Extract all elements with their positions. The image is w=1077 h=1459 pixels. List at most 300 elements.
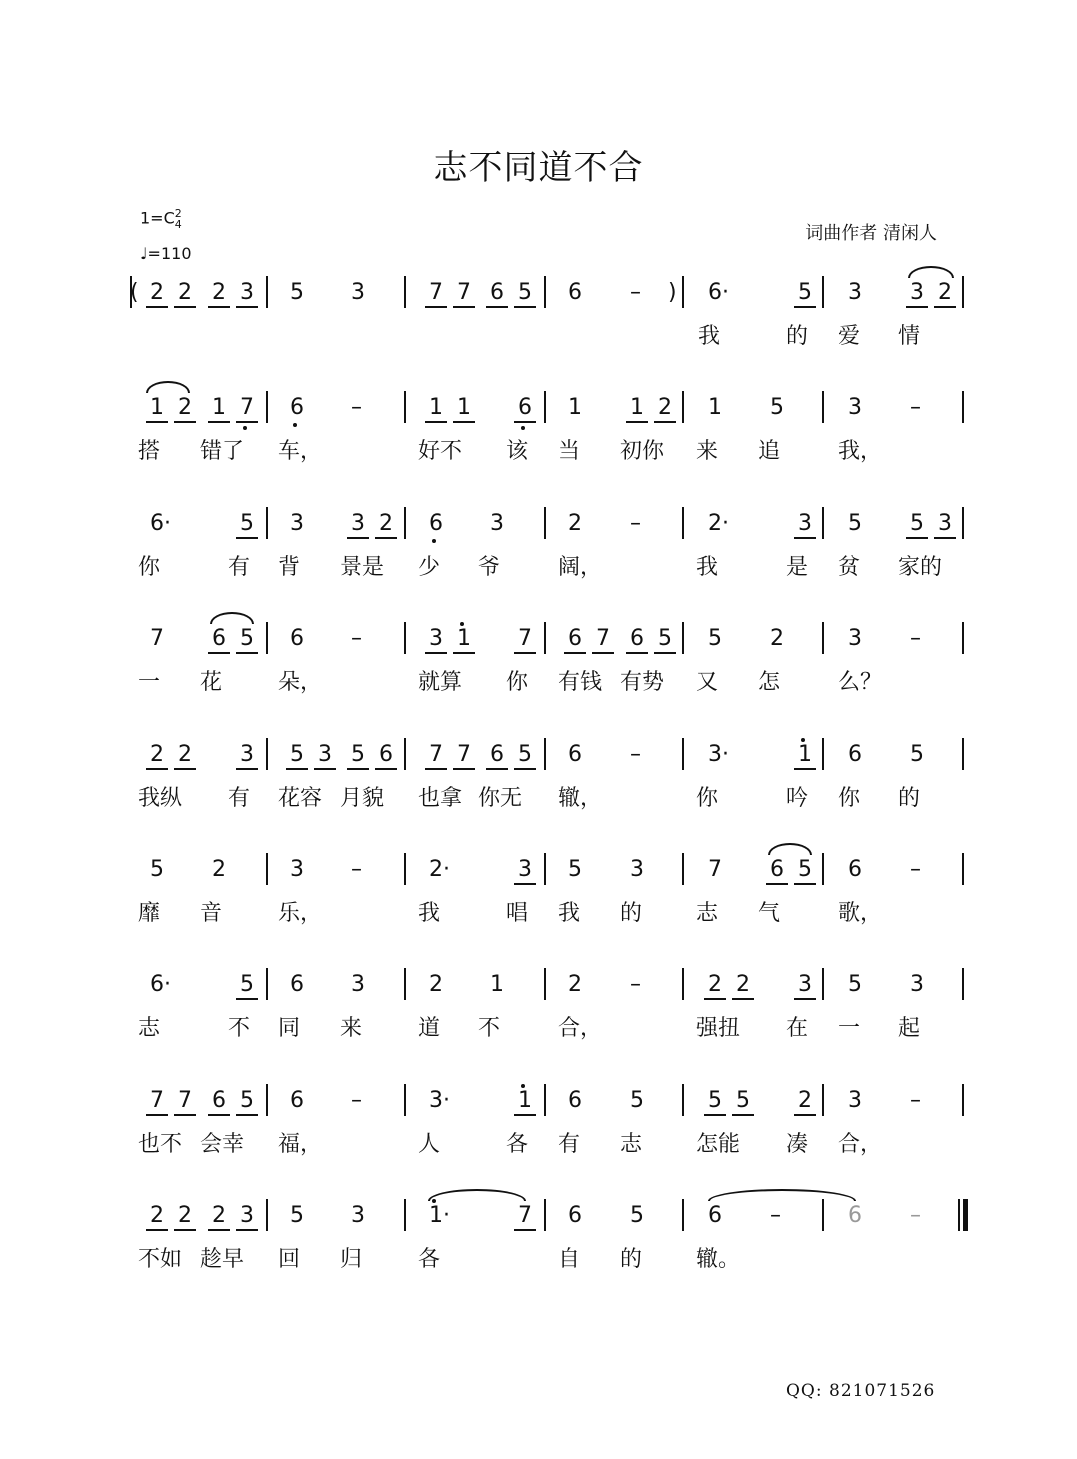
note: 6	[770, 857, 784, 882]
note: 3	[798, 972, 812, 998]
eighth-underline	[236, 652, 258, 654]
eighth-underline	[174, 768, 196, 770]
note: 5	[240, 510, 254, 536]
bar-line	[682, 1084, 684, 1116]
lyric: 各	[418, 1247, 441, 1273]
lyric: 一	[838, 1016, 861, 1042]
bar-line	[404, 1199, 406, 1231]
bar-line	[822, 1199, 824, 1231]
eighth-underline	[236, 421, 258, 423]
note: 2	[798, 1087, 812, 1113]
bar-line	[544, 507, 546, 539]
eighth-underline	[794, 306, 816, 308]
score-line	[0, 627, 1077, 743]
author-credit: 词曲作者 清闲人	[805, 223, 937, 244]
lyric: 合，	[838, 1131, 883, 1157]
bar-line	[962, 391, 964, 423]
song-title: 志不同道不合	[433, 148, 644, 188]
score-line	[0, 1204, 1077, 1320]
note: 2	[212, 1203, 226, 1229]
eighth-underline	[704, 1114, 726, 1116]
note: 6	[290, 626, 304, 652]
eighth-underline	[794, 883, 816, 885]
octave-down-dot	[432, 539, 436, 543]
eighth-underline	[794, 1114, 816, 1116]
note: 3·	[708, 741, 729, 767]
eighth-underline	[906, 537, 928, 539]
lyric: 我	[418, 901, 441, 926]
eighth-underline	[906, 306, 928, 308]
dash-extension: –	[910, 857, 921, 882]
eighth-underline	[146, 1229, 168, 1231]
eighth-underline	[453, 306, 475, 308]
note: 5	[630, 1087, 644, 1113]
lyric: 气	[758, 901, 781, 926]
note: 5	[910, 741, 924, 767]
lyric: 人	[418, 1131, 441, 1157]
note: 3	[290, 510, 304, 536]
eighth-underline	[425, 306, 447, 308]
note: 2	[212, 280, 226, 305]
lyric: 有势	[620, 670, 665, 696]
lyric: 起	[898, 1016, 921, 1042]
lyric: 来	[340, 1016, 363, 1042]
note: 6	[379, 741, 393, 767]
note: 1	[798, 741, 812, 767]
lyric: 阔，	[558, 554, 603, 580]
lyric: 志	[138, 1016, 161, 1042]
note: 2	[658, 395, 672, 421]
dash-extension: –	[351, 626, 362, 652]
note: 5	[290, 280, 304, 305]
note: 5	[351, 741, 365, 767]
bar-line	[266, 968, 268, 1000]
eighth-underline	[514, 652, 536, 654]
note: 1	[457, 626, 471, 652]
eighth-underline	[286, 768, 308, 770]
eighth-underline	[514, 421, 536, 423]
lyric: 也不	[138, 1131, 183, 1157]
eighth-underline	[146, 768, 168, 770]
lyric: 同	[278, 1016, 301, 1042]
eighth-underline	[208, 652, 230, 654]
bar-line	[266, 391, 268, 423]
lyric: 你	[506, 670, 529, 696]
eighth-underline	[794, 998, 816, 1000]
lyric: 是	[786, 554, 809, 580]
lyric: 你无	[478, 785, 523, 811]
eighth-underline	[486, 768, 508, 770]
octave-down-dot	[293, 423, 297, 427]
lyric: 歌，	[838, 901, 883, 926]
note: 2	[178, 280, 192, 305]
lyric: 来	[696, 439, 719, 465]
dash-extension: –	[630, 972, 641, 998]
lyric: 辙，	[558, 785, 603, 811]
bar-line	[266, 622, 268, 654]
lyric: 的	[620, 901, 643, 926]
note: 2	[379, 510, 393, 536]
note: 3	[630, 857, 644, 882]
note: 3	[351, 972, 365, 998]
note: 1	[518, 1087, 532, 1113]
lyric: 辙。	[696, 1247, 741, 1273]
lyric: 各	[506, 1131, 529, 1157]
key-signature	[140, 208, 182, 230]
note: 3	[848, 395, 862, 421]
eighth-underline	[174, 1114, 196, 1116]
dash-extension: –	[630, 280, 641, 305]
parenthesis: (	[130, 280, 139, 305]
note: 1	[568, 395, 582, 421]
lyric: 吟	[786, 785, 809, 811]
bar-line	[266, 1084, 268, 1116]
note: 6	[848, 741, 862, 767]
dash-extension: –	[351, 395, 362, 421]
eighth-underline	[704, 998, 726, 1000]
lyric: 朵，	[278, 670, 323, 696]
lyric: 爱	[838, 324, 861, 349]
lyric: 在	[786, 1016, 809, 1042]
note: 5	[150, 857, 164, 882]
lyric: 有	[228, 554, 251, 580]
note: 7	[457, 741, 471, 767]
bar-line	[962, 1084, 964, 1116]
note: 5	[848, 972, 862, 998]
note: 6	[568, 1087, 582, 1113]
bar-line	[682, 1199, 684, 1231]
eighth-underline	[626, 421, 648, 423]
note: 5	[848, 510, 862, 536]
eighth-underline	[236, 537, 258, 539]
note: 1	[457, 395, 471, 421]
eighth-underline	[654, 652, 676, 654]
eighth-underline	[453, 768, 475, 770]
time-denominator: 4	[174, 218, 182, 231]
bar-line	[266, 853, 268, 885]
eighth-underline	[514, 1114, 536, 1116]
lyric: 凑	[786, 1131, 809, 1157]
lyric: 你	[696, 785, 719, 811]
note: 5	[568, 857, 582, 882]
bar-line	[544, 391, 546, 423]
lyric: 我，	[838, 439, 883, 465]
eighth-underline	[794, 537, 816, 539]
eighth-underline	[794, 768, 816, 770]
lyric: 的	[786, 324, 809, 349]
note: 2	[938, 280, 952, 305]
note: 3	[518, 857, 532, 882]
note: 3	[240, 741, 254, 767]
note: 6	[212, 626, 226, 652]
eighth-underline	[236, 998, 258, 1000]
eighth-underline	[453, 652, 475, 654]
eighth-underline	[174, 421, 196, 423]
note: 7	[457, 280, 471, 305]
bar-line	[962, 622, 964, 654]
note: 7	[240, 395, 254, 421]
bar-line	[822, 391, 824, 423]
lyric: 有钱	[558, 670, 603, 696]
note: 7	[150, 626, 164, 652]
note: 3	[798, 510, 812, 536]
bar-line	[822, 622, 824, 654]
bar-line	[962, 276, 964, 308]
note: 7	[178, 1087, 192, 1113]
eighth-underline	[453, 421, 475, 423]
note: 5	[518, 280, 532, 305]
note: 1	[212, 395, 226, 421]
lyric: 初你	[620, 439, 665, 465]
note: 1	[490, 972, 504, 998]
note: 6	[290, 395, 304, 421]
eighth-underline	[375, 537, 397, 539]
note: 2	[770, 626, 784, 652]
octave-up-dot	[801, 738, 805, 742]
note: 5	[708, 626, 722, 652]
note: 1	[630, 395, 644, 421]
note: 3	[318, 741, 332, 767]
eighth-underline	[732, 998, 754, 1000]
bar-line	[544, 1199, 546, 1231]
note: 7	[150, 1087, 164, 1113]
note: 2	[736, 972, 750, 998]
lyric: 花	[200, 670, 223, 696]
eighth-underline	[375, 768, 397, 770]
bar-line	[266, 1199, 268, 1231]
note: 2	[568, 510, 582, 536]
note: 6	[518, 395, 532, 421]
bar-line	[544, 853, 546, 885]
note: 5	[290, 741, 304, 767]
dash-extension: –	[630, 741, 641, 767]
time-signature	[175, 208, 182, 230]
note: 6	[848, 857, 862, 882]
note: 5	[240, 972, 254, 998]
note: 5	[290, 1203, 304, 1229]
dash-extension: –	[910, 1203, 921, 1229]
dash-extension: –	[351, 857, 362, 882]
dash-extension: –	[910, 395, 921, 421]
bar-line	[822, 276, 824, 308]
note: 5	[736, 1087, 750, 1113]
lyric: 归	[340, 1247, 363, 1273]
bar-line	[404, 622, 406, 654]
note: 2	[429, 972, 443, 998]
note: 7	[518, 626, 532, 652]
eighth-underline	[347, 768, 369, 770]
bar-line	[544, 738, 546, 770]
note: 2	[150, 741, 164, 767]
lyric: 不	[228, 1016, 251, 1042]
eighth-underline	[208, 1114, 230, 1116]
eighth-underline	[208, 1229, 230, 1231]
lyric: 音	[200, 901, 223, 926]
note: 2	[178, 395, 192, 421]
bar-line	[266, 276, 268, 308]
lyric: 少	[418, 554, 441, 580]
note: 2	[150, 280, 164, 305]
eighth-underline	[236, 306, 258, 308]
bar-line	[682, 391, 684, 423]
bar-line	[266, 738, 268, 770]
note: 6	[490, 280, 504, 305]
note: 3	[848, 1087, 862, 1113]
dash-extension: –	[910, 626, 921, 652]
eighth-underline	[208, 306, 230, 308]
lyric: 月貌	[340, 785, 385, 811]
lyric: 背	[278, 554, 301, 580]
bar-line	[544, 968, 546, 1000]
bar-line	[962, 738, 964, 770]
bar-line	[404, 968, 406, 1000]
lyric: 志	[620, 1131, 643, 1157]
note: 7	[518, 1203, 532, 1229]
note: 6·	[150, 510, 171, 536]
note: 3	[490, 510, 504, 536]
lyric: 有	[558, 1131, 581, 1157]
eighth-underline	[514, 883, 536, 885]
note: 3	[240, 280, 254, 305]
bar-line	[682, 968, 684, 1000]
lyric: 靡	[138, 901, 161, 926]
bar-line	[404, 276, 406, 308]
score-line	[0, 973, 1077, 1089]
bar-line	[962, 968, 964, 1000]
score-line	[0, 743, 1077, 859]
lyric: 错了	[200, 439, 245, 465]
parenthesis: )	[668, 280, 677, 305]
note: 3	[351, 280, 365, 305]
score-line	[0, 281, 1077, 397]
note: 3·	[429, 1087, 450, 1113]
bar-line	[266, 507, 268, 539]
bar-line	[544, 622, 546, 654]
bar-line	[962, 507, 964, 539]
note: 3	[351, 510, 365, 536]
eighth-underline	[654, 421, 676, 423]
eighth-underline	[146, 421, 168, 423]
lyric: 我	[698, 324, 721, 349]
lyric: 强扭	[696, 1016, 741, 1042]
bar-line	[822, 507, 824, 539]
note: 6	[568, 741, 582, 767]
score-line	[0, 396, 1077, 512]
score-line	[0, 858, 1077, 974]
eighth-underline	[425, 652, 447, 654]
note: 6	[290, 972, 304, 998]
score-line	[0, 1089, 1077, 1205]
lyric: 该	[506, 439, 529, 465]
note: 3	[351, 1203, 365, 1229]
bar-line	[682, 853, 684, 885]
eighth-underline	[146, 306, 168, 308]
lyric: 有	[228, 785, 251, 811]
eighth-underline	[236, 768, 258, 770]
final-bar-thin	[958, 1199, 960, 1231]
dash-extension: –	[351, 1087, 362, 1113]
note: 2	[178, 1203, 192, 1229]
note: 6	[568, 626, 582, 652]
tempo-marking	[140, 244, 192, 263]
lyric: 怎	[758, 670, 781, 696]
eighth-underline	[425, 768, 447, 770]
qq-contact: QQ: 821071526	[786, 1381, 936, 1401]
note: 6	[568, 280, 582, 305]
note: 5	[240, 626, 254, 652]
note: 7	[429, 280, 443, 305]
eighth-underline	[514, 1229, 536, 1231]
note: 5	[798, 280, 812, 305]
lyric: 一	[138, 670, 161, 696]
eighth-underline	[314, 768, 336, 770]
bar-line	[404, 1084, 406, 1116]
eighth-underline	[425, 421, 447, 423]
bar-line	[682, 507, 684, 539]
lyric: 合，	[558, 1016, 603, 1042]
note: 6·	[708, 280, 729, 305]
eighth-underline	[514, 306, 536, 308]
lyric: 搭	[138, 439, 161, 465]
lyric: 自	[558, 1247, 581, 1273]
bar-line	[822, 968, 824, 1000]
note: 3	[938, 510, 952, 536]
eighth-underline	[236, 1114, 258, 1116]
note: 5	[708, 1087, 722, 1113]
lyric: 又	[696, 670, 719, 696]
note: 2	[212, 857, 226, 882]
eighth-underline	[934, 306, 956, 308]
eighth-underline	[174, 306, 196, 308]
note: 6	[212, 1087, 226, 1113]
eighth-underline	[626, 652, 648, 654]
eighth-underline	[564, 652, 586, 654]
note: 2	[178, 741, 192, 767]
lyric: 我	[696, 554, 719, 580]
note: 3	[240, 1203, 254, 1229]
bar-line	[822, 1084, 824, 1116]
note: 6	[490, 741, 504, 767]
bar-line	[544, 1084, 546, 1116]
note: 3	[848, 280, 862, 305]
bar-line	[682, 622, 684, 654]
eighth-underline	[486, 306, 508, 308]
lyric: 贫	[838, 554, 861, 580]
note: 2	[568, 972, 582, 998]
note: 6	[568, 1203, 582, 1229]
eighth-underline	[208, 421, 230, 423]
lyric: 你	[138, 554, 161, 580]
octave-down-dot	[521, 426, 525, 430]
note: 3	[848, 626, 862, 652]
note: 2	[150, 1203, 164, 1229]
lyric: 不	[478, 1016, 501, 1042]
lyric: 车，	[278, 439, 323, 465]
note: 6	[708, 1203, 722, 1229]
note: 5	[630, 1203, 644, 1229]
eighth-underline	[514, 768, 536, 770]
tie-slur	[908, 266, 954, 278]
lyric: 景是	[340, 554, 385, 580]
bar-line	[404, 738, 406, 770]
final-bar-thick	[963, 1199, 968, 1231]
eighth-underline	[236, 1229, 258, 1231]
note: 1	[150, 395, 164, 421]
lyric: 趁早	[200, 1247, 245, 1273]
eighth-underline	[732, 1114, 754, 1116]
bar-line	[682, 738, 684, 770]
dash-extension: –	[770, 1203, 781, 1229]
